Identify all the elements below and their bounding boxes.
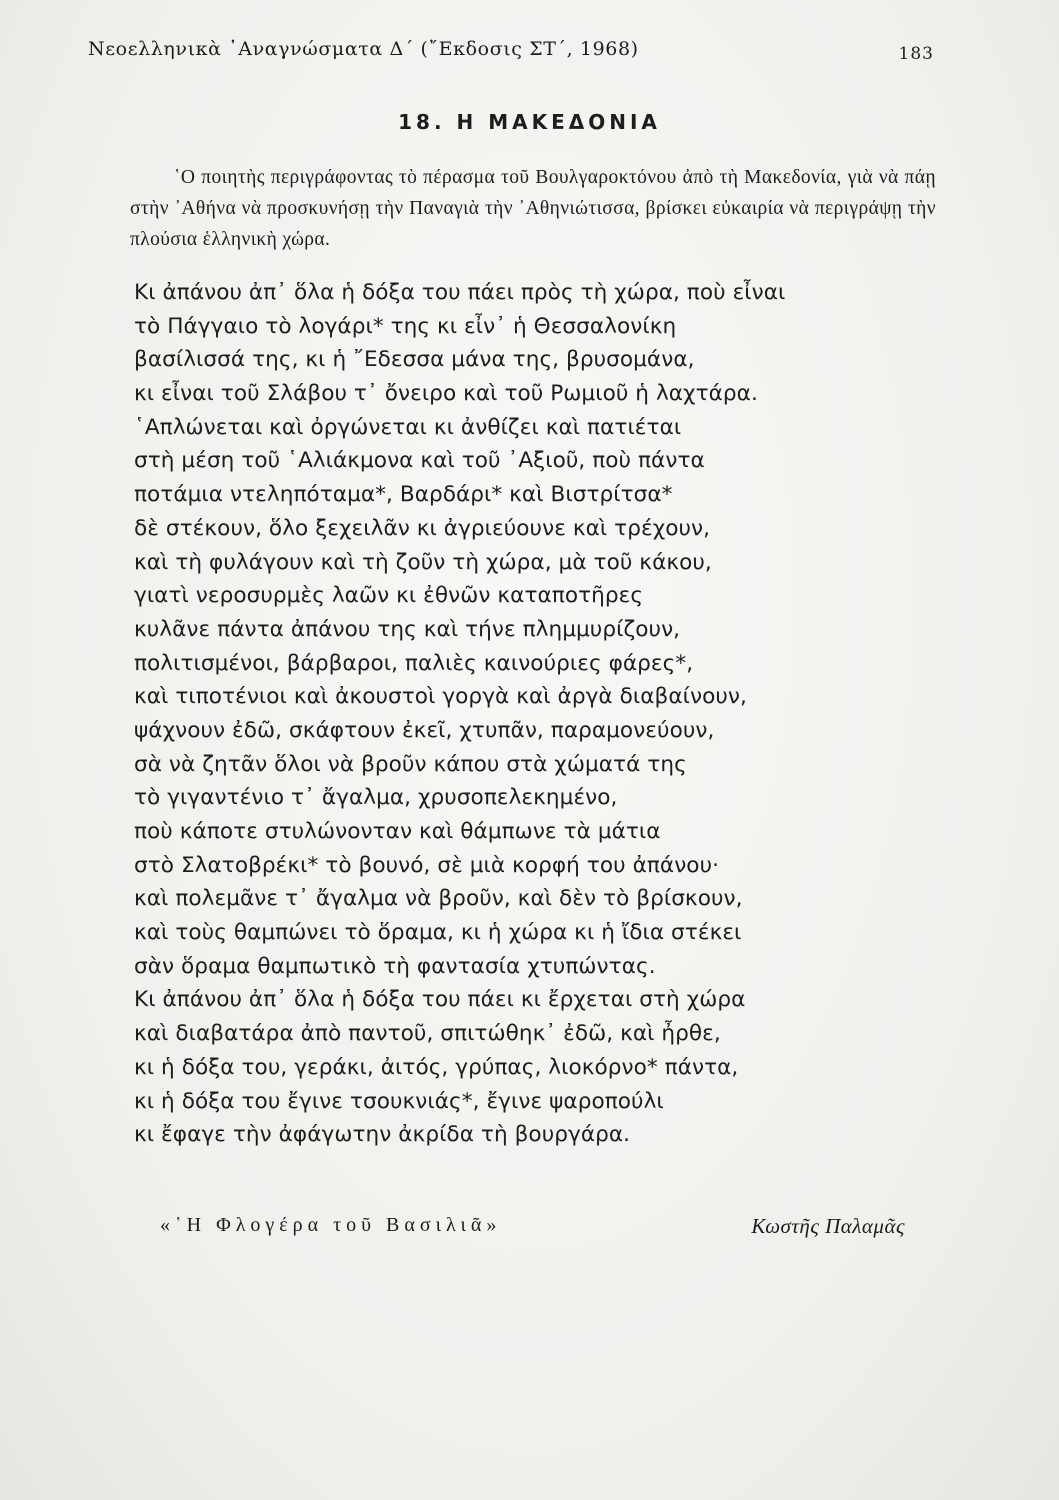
poem-line: καὶ διαβατάρα ἀπὸ παντοῦ, σπιτώθηκ᾿ ἐδῶ, καὶ ἦρθε, bbox=[134, 1021, 721, 1047]
poem-line: ῾Απλώνεται καὶ ὀργώνεται κι ἀνθίζει καὶ πατιέται bbox=[134, 414, 682, 440]
poem-line: καὶ τὴ φυλάγουν καὶ τὴ ζοῦν τὴ χώρα, μὰ τοῦ κάκου, bbox=[134, 549, 712, 575]
source-title: «῾Η Φλογέρα τοῦ Βασιλιᾶ» bbox=[160, 1214, 502, 1236]
poem-line: καὶ τιποτένιοι καὶ ἀκουστοὶ γοργὰ καὶ ἀργὰ διαβαίνουν, bbox=[134, 684, 747, 710]
poem-line: κι εἶναι τοῦ Σλάβου τ᾿ ὄνειρο καὶ τοῦ Ρωμιοῦ ἡ λαχτάρα. bbox=[134, 381, 758, 407]
poem-line: κυλᾶνε πάντα ἀπάνου της καὶ τήνε πλημμυρίζουν, bbox=[134, 616, 681, 642]
poem-line: ποὺ κάποτε στυλώνονταν καὶ θάμπωνε τὰ μάτια bbox=[134, 819, 661, 844]
intro-paragraph bbox=[130, 162, 936, 255]
poem-line: ψάχνουν ἐδῶ, σκάφτουν ἐκεῖ, χτυπᾶν, παραμονεύουν, bbox=[134, 717, 715, 743]
author-name: Κωστῆς Παλαμᾶς bbox=[751, 1214, 905, 1238]
poem-attribution bbox=[160, 1214, 905, 1244]
poem-line: καὶ τοὺς θαμπώνει τὸ ὅραμα, κι ἡ χώρα κι ἡ ἴδια στέκει bbox=[134, 920, 742, 946]
running-head: Νεοελληνικὰ ᾿Αναγνώσματα Δ΄ (῎Εκδοσις ΣΤ΄, 1968) bbox=[88, 38, 639, 60]
poem-line: βασίλισσά της, κι ἡ ῎Εδεσσα μάνα της, βρυσομάνα, bbox=[134, 347, 695, 373]
poem-line: δὲ στέκουν, ὅλο ξεχειλᾶν κι ἀγριεύουνε καὶ τρέχουν, bbox=[134, 515, 711, 541]
poem-line: Κι ἀπάνου ἀπ᾿ ὅλα ἡ δόξα του πάει κι ἔρχεται στὴ χώρα bbox=[134, 987, 746, 1013]
poem-line: πολιτισμένοι, βάρβαροι, παλιὲς καινούριες φάρες*, bbox=[134, 650, 694, 676]
poem-line: στὴ μέση τοῦ ῾Αλιάκμονα καὶ τοῦ ᾿Αξιοῦ, ποὺ πάντα bbox=[134, 448, 705, 474]
poem-line: σὰν ὅραμα θαμπωτικὸ τὴ φαντασία χτυπώντας. bbox=[134, 953, 656, 979]
poem-line: κι ἡ δόξα του ἔγινε τσουκνιάς*, ἔγινε ψαροπούλι bbox=[134, 1088, 664, 1114]
poem-line: Κι ἀπάνου ἀπ᾿ ὅλα ἡ δόξα του πάει πρὸς τὴ χώρα, ποὺ εἶναι bbox=[134, 280, 786, 305]
poem bbox=[134, 276, 974, 1152]
poem-line: γιατὶ νεροσυρμὲς λαῶν κι ἐθνῶν καταποτῆρες bbox=[134, 583, 644, 609]
poem-line: σὰ νὰ ζητᾶν ὅλοι νὰ βροῦν κάπου στὰ χώματά της bbox=[134, 751, 687, 777]
page-header bbox=[88, 38, 934, 72]
chapter-title: 18. Η ΜΑΚΕΔΟΝΙΑ bbox=[398, 110, 661, 134]
poem-line: τὸ Πάγγαιο τὸ λογάρι* της κι εἶν᾿ ἡ Θεσσαλονίκη bbox=[134, 313, 677, 339]
poem-line: κι ἔφαγε τὴν ἀφάγωτην ἀκρίδα τὴ βουργάρα. bbox=[134, 1122, 631, 1148]
intro-text: ῾Ο ποιητὴς περιγράφοντας τὸ πέρασμα τοῦ Βουλγαροκτόνου ἀπὸ τὴ Μακεδονία, γιὰ νὰ πάῃ στὴν ᾿Αθήνα νὰ προσκυνήσῃ τὴν Παναγιὰ τὴν ᾿Αθηνιώτισσα, βρίσκει εὐκαιρία νὰ περιγράψῃ τὴν πλούσια ἑλληνικὴ χώρα. bbox=[130, 167, 936, 250]
poem-line: τὸ γιγαντένιο τ᾿ ἄγαλμα, χρυσοπελεκημένο, bbox=[134, 785, 618, 811]
poem-line: ποτάμια ντεληπόταμα*, Βαρδάρι* καὶ Βιστρίτσα* bbox=[134, 482, 673, 508]
poem-line: κι ἡ δόξα του, γεράκι, ἀιτός, γρύπας, λιοκόρνο* πάντα, bbox=[134, 1054, 739, 1080]
page-number: 183 bbox=[898, 44, 934, 64]
poem-line: καὶ πολεμᾶνε τ᾿ ἄγαλμα νὰ βροῦν, καὶ δὲν τὸ βρίσκουν, bbox=[134, 886, 743, 912]
poem-line: στὸ Σλατοβρέκι* τὸ βουνό, σὲ μιὰ κορφή του ἀπάνου· bbox=[134, 852, 720, 878]
